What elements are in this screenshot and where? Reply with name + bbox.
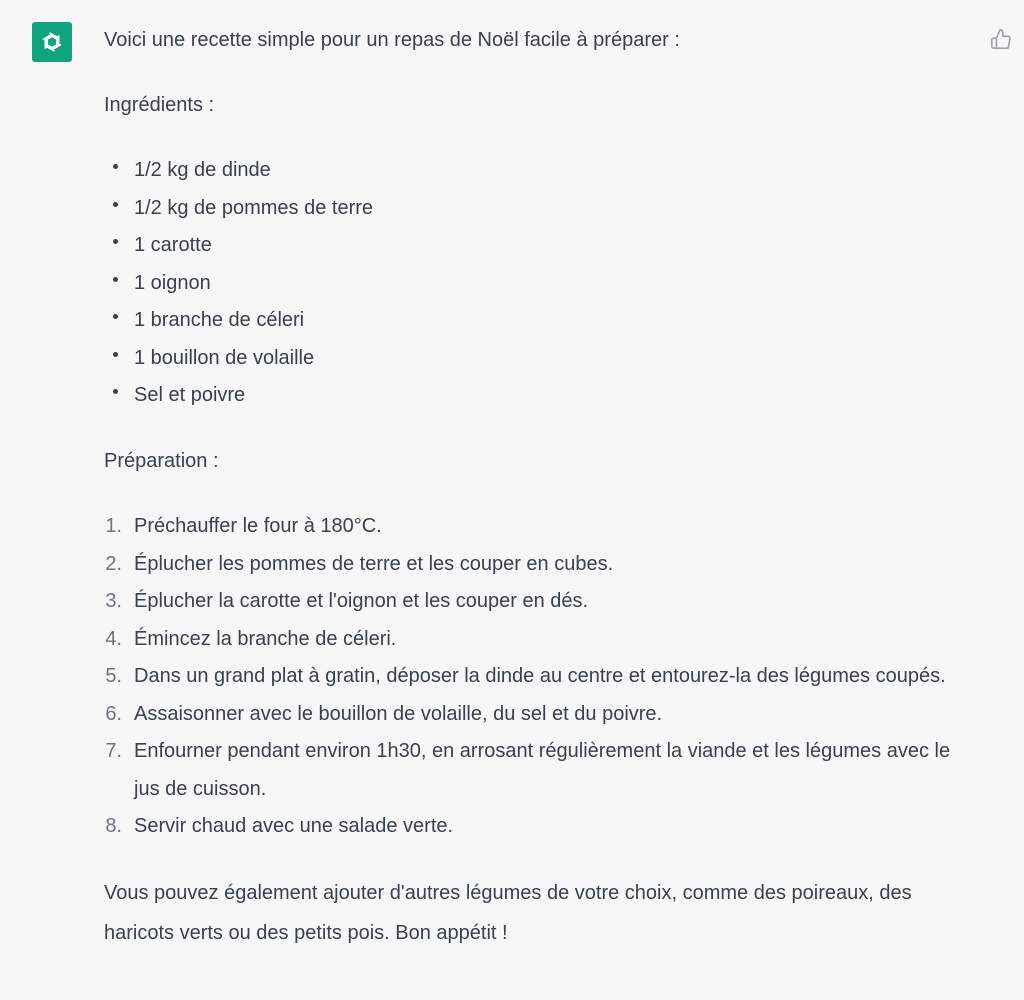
list-item: Sel et poivre bbox=[104, 377, 964, 415]
step-number: 4. bbox=[105, 627, 122, 650]
step-number: 8. bbox=[105, 815, 122, 837]
step-text: Éplucher la carotte et l'oignon et les couper en dés. bbox=[134, 590, 589, 612]
step-text: Assaisonner avec le bouillon de volaille, du sel et du poivre. bbox=[134, 702, 663, 725]
bullet-icon bbox=[113, 389, 118, 394]
preparation-heading: Préparation : bbox=[104, 449, 219, 472]
thumbs-up-icon bbox=[990, 28, 1012, 50]
step-item bbox=[104, 508, 964, 546]
step-item bbox=[104, 733, 964, 808]
step-item bbox=[104, 808, 964, 846]
step-text: Préchauffer le four à 180°C. bbox=[134, 515, 382, 537]
assistant-avatar bbox=[32, 22, 72, 62]
step-number: 3. bbox=[105, 590, 122, 612]
bullet-icon bbox=[113, 202, 118, 207]
step-number: 5. bbox=[105, 665, 122, 687]
step-number: 7. bbox=[105, 740, 122, 762]
list-item: 1 bouillon de volaille bbox=[104, 340, 964, 378]
assistant-message bbox=[104, 22, 964, 953]
bullet-icon bbox=[113, 314, 118, 319]
step-item bbox=[104, 696, 964, 734]
step-text: Servir chaud avec une salade verte. bbox=[134, 815, 454, 837]
step-number: 6. bbox=[105, 702, 122, 725]
ingredients-heading: Ingrédients : bbox=[104, 93, 215, 116]
list-item: 1 branche de céleri bbox=[104, 302, 964, 340]
step-text: Enfourner pendant environ 1h30, en arrosant régulièrement la viande et les légumes avec le jus de cuisson. bbox=[134, 740, 951, 800]
step-text: Émincez la branche de céleri. bbox=[134, 627, 397, 650]
step-text: Dans un grand plat à gratin, déposer la dinde au centre et entourez-la des légumes coupés. bbox=[134, 665, 946, 687]
list-item: 1 carotte bbox=[104, 227, 964, 265]
list-item: 1/2 kg de dinde bbox=[104, 152, 964, 190]
bullet-icon bbox=[113, 277, 118, 282]
step-number: 2. bbox=[105, 552, 122, 575]
step-item bbox=[104, 546, 964, 584]
steps-list bbox=[104, 508, 964, 846]
list-item: 1 oignon bbox=[104, 265, 964, 303]
bullet-icon bbox=[113, 164, 118, 169]
list-item: 1/2 kg de pommes de terre bbox=[104, 190, 964, 228]
ingredients-list bbox=[104, 152, 964, 415]
step-item bbox=[104, 621, 964, 659]
step-text: Éplucher les pommes de terre et les couper en cubes. bbox=[134, 552, 614, 575]
thumbs-up-button[interactable] bbox=[988, 26, 1014, 52]
message-intro: Voici une recette simple pour un repas de Noël facile à préparer : bbox=[104, 29, 680, 51]
step-number: 1. bbox=[105, 515, 122, 537]
bullet-icon bbox=[113, 352, 118, 357]
message-outro: Vous pouvez également ajouter d'autres légumes de votre choix, comme des poireaux, des haricots verts ou des petits pois. Bon appétit ! bbox=[104, 881, 912, 944]
step-item bbox=[104, 583, 964, 621]
bullet-icon bbox=[113, 239, 118, 244]
step-item bbox=[104, 658, 964, 696]
openai-logo-icon bbox=[39, 29, 65, 55]
